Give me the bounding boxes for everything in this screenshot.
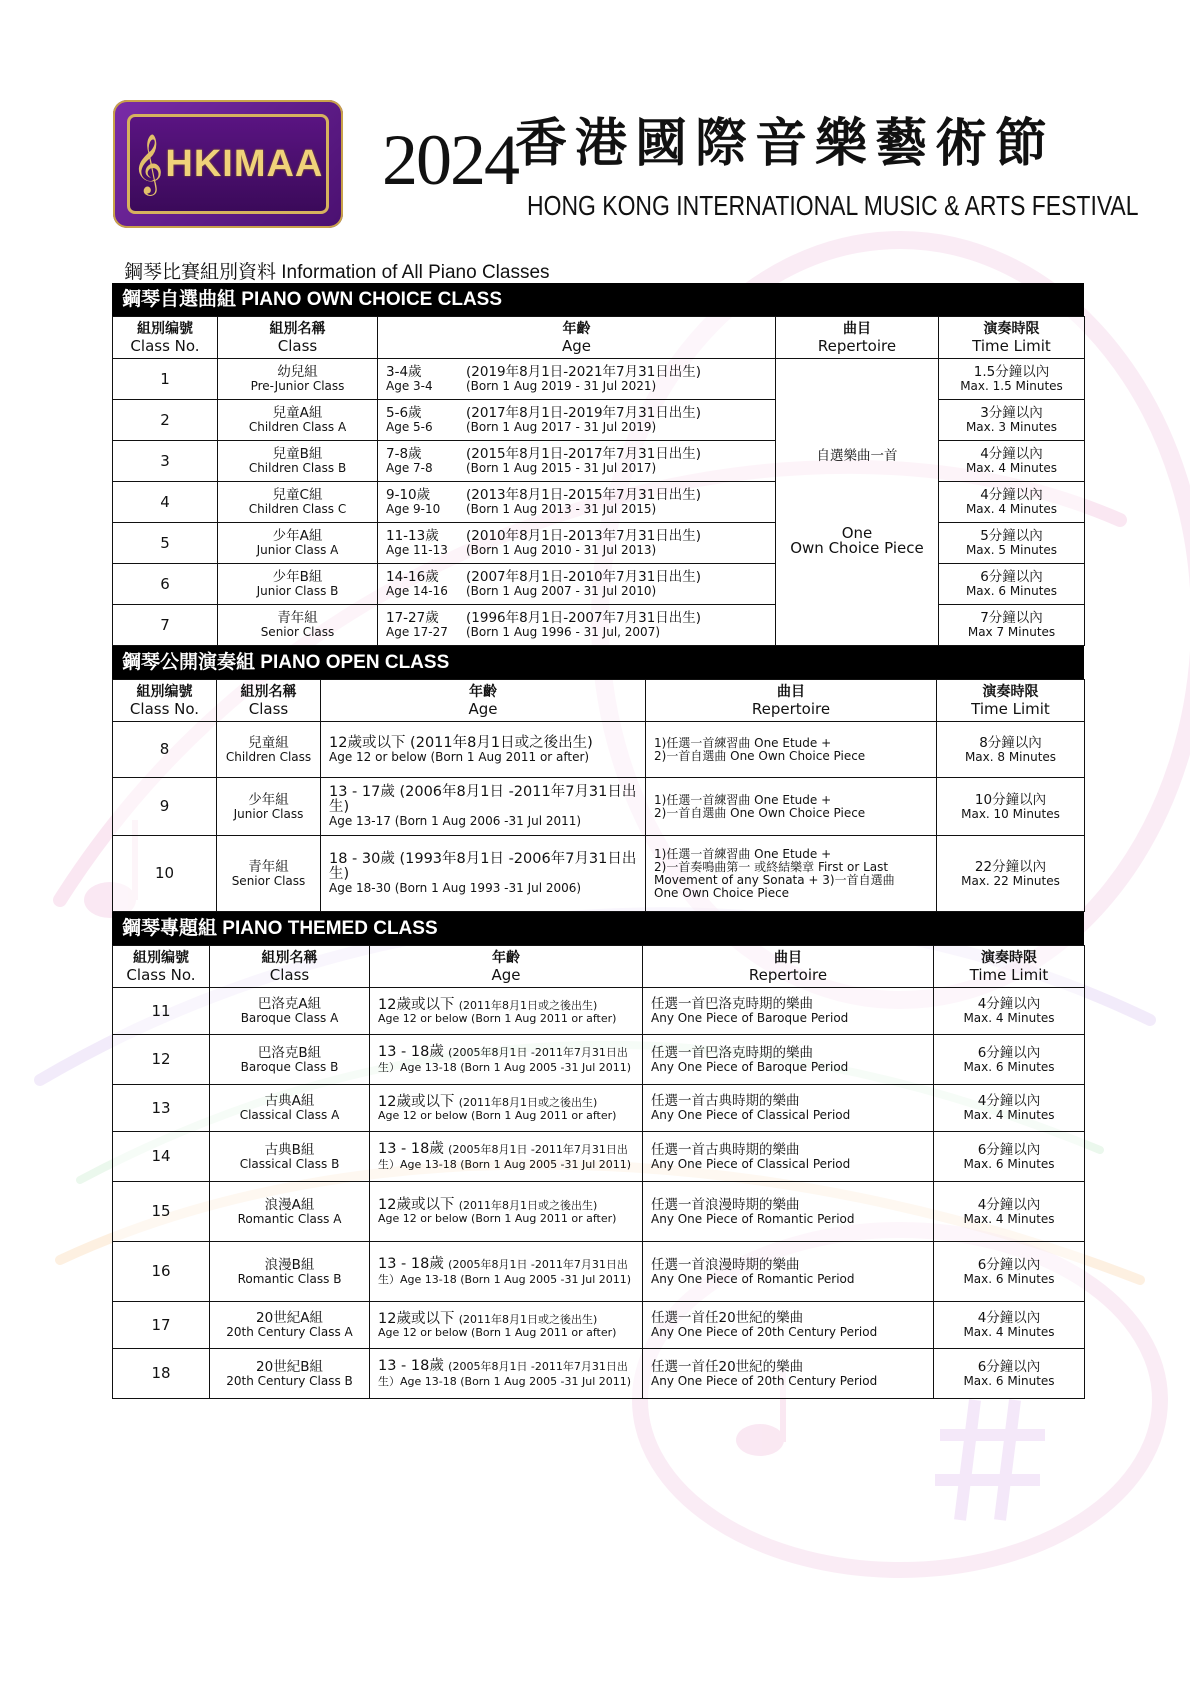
class-number: 1 [113,359,218,400]
time-limit: 4分鐘以內 Max. 4 Minutes [939,482,1085,523]
table-row [113,988,1085,1035]
class-name: 幼兒組 Pre-Junior Class [218,359,378,400]
class-name: 巴洛克B組 Baroque Class B [210,1035,370,1085]
table-row [113,1035,1085,1085]
themed-class-table [112,945,1085,1399]
table-row [113,359,1085,400]
table-row [113,1349,1085,1399]
table-row [113,722,1085,778]
header-class-no: 組別编號 Class No. [113,946,210,988]
age-cell: 13 - 17歲 (2006年8月1日 -2011年7月31日出生) Age 13-17 (Born 1 Aug 2006 -31 Jul 2011) [321,778,646,836]
class-number: 5 [113,523,218,564]
class-number: 6 [113,564,218,605]
class-number: 15 [113,1182,210,1242]
time-limit: 4分鐘以內 Max. 4 Minutes [934,1085,1085,1132]
open-class-table [112,679,1085,912]
class-name: 少年組 Junior Class [217,778,321,836]
table-row [113,482,1085,523]
time-limit: 4分鐘以內 Max. 4 Minutes [934,988,1085,1035]
class-name: 巴洛克A組 Baroque Class A [210,988,370,1035]
time-limit: 7分鐘以內 Max 7 Minutes [939,605,1085,646]
table-row [113,1132,1085,1182]
class-number: 2 [113,400,218,441]
class-tables [112,283,1084,1399]
time-limit: 6分鐘以內 Max. 6 Minutes [934,1035,1085,1085]
class-name: 青年組 Senior Class [218,605,378,646]
class-name: 兒童A組 Children Class A [218,400,378,441]
header-class: 組別名稱 Class [217,680,321,722]
festival-title-cn: 香港國際音樂藝術節 [515,113,1056,174]
own-choice-section-title: 鋼琴自選曲組 PIANO OWN CHOICE CLASS [112,283,1084,316]
own-choice-table [112,316,1085,646]
time-limit: 6分鐘以內 Max. 6 Minutes [934,1349,1085,1399]
header-age: 年齡 Age [321,680,646,722]
header-time-limit: 演奏時限 Time Limit [937,680,1085,722]
class-number: 10 [113,836,217,912]
age-cell: 13 - 18歲 (2005年8月1日 -2011年7月31日出生）Age 13-18 (Born 1 Aug 2005 -31 Jul 2011) [370,1242,643,1302]
table-row [113,605,1085,646]
header-class-no: 組別编號 Class No. [113,680,217,722]
age-cell: 7-8歲 (2015年8月1日-2017年7月31日出生) Age 7-8 (Born 1 Aug 2015 - 31 Jul 2017) [378,441,776,482]
class-name: 浪漫A組 Romantic Class A [210,1182,370,1242]
page-subtitle: 鋼琴比賽組別資料 Information of All Piano Classes [124,262,550,283]
time-limit: 4分鐘以內 Max. 4 Minutes [939,441,1085,482]
repertoire-cell: 1)任選一首練習曲 One Etude + 2)一首奏鳴曲第一 或終結樂章 First or Last Movement of any Sonata + 3)一首自選曲 One Own Choice Piece [646,836,937,912]
class-name: 兒童組 Children Class [217,722,321,778]
class-name: 兒童B組 Children Class B [218,441,378,482]
time-limit: 22分鐘以內 Max. 22 Minutes [937,836,1085,912]
time-limit: 8分鐘以內 Max. 8 Minutes [937,722,1085,778]
class-number: 4 [113,482,218,523]
class-name: 少年A組 Junior Class A [218,523,378,564]
repertoire-cell: 任選一首浪漫時期的樂曲 Any One Piece of Romantic Period [643,1182,934,1242]
repertoire-cell: 任選一首任20世紀的樂曲 Any One Piece of 20th Century Period [643,1349,934,1399]
age-cell: 3-4歲 (2019年8月1日-2021年7月31日出生) Age 3-4 (Born 1 Aug 2019 - 31 Jul 2021) [378,359,776,400]
class-number: 11 [113,988,210,1035]
table-row [113,441,1085,482]
class-name: 青年組 Senior Class [217,836,321,912]
repertoire-cell: 任選一首古典時期的樂曲 Any One Piece of Classical Period [643,1132,934,1182]
time-limit: 5分鐘以內 Max. 5 Minutes [939,523,1085,564]
time-limit: 10分鐘以內 Max. 10 Minutes [937,778,1085,836]
header-class: 組別名稱 Class [218,317,378,359]
header-time-limit: 演奏時限 Time Limit [939,317,1085,359]
table-row [113,1182,1085,1242]
age-cell: 12歲或以下 (2011年8月1日或之後出生) Age 12 or below (Born 1 Aug 2011 or after) [370,1085,643,1132]
class-number: 16 [113,1242,210,1302]
time-limit: 6分鐘以內 Max. 6 Minutes [934,1132,1085,1182]
class-name: 20世紀A組 20th Century Class A [210,1302,370,1349]
repertoire-cell: 自選樂曲一首 One Own Choice Piece [776,359,939,646]
festival-title-en: HONG KONG INTERNATIONAL MUSIC & ARTS FESTIVAL [527,190,1139,221]
age-cell: 17-27歲 (1996年8月1日-2007年7月31日出生) Age 17-27 (Born 1 Aug 1996 - 31 Jul, 2007) [378,605,776,646]
header-class: 組別名稱 Class [210,946,370,988]
header-time-limit: 演奏時限 Time Limit [934,946,1085,988]
time-limit: 3分鐘以內 Max. 3 Minutes [939,400,1085,441]
treble-clef-icon: 𝄞 [132,133,164,194]
festival-year: 2024 [382,120,518,200]
class-number: 12 [113,1035,210,1085]
age-cell: 12歲或以下 (2011年8月1日或之後出生) Age 12 or below (Born 1 Aug 2011 or after) [321,722,646,778]
open-section-title: 鋼琴公開演奏組 PIANO OPEN CLASS [112,646,1084,679]
time-limit: 6分鐘以內 Max. 6 Minutes [934,1242,1085,1302]
header-age: 年齡 Age [370,946,643,988]
age-cell: 13 - 18歲 (2005年8月1日 -2011年7月31日出生）Age 13-18 (Born 1 Aug 2005 -31 Jul 2011) [370,1035,643,1085]
age-cell: 13 - 18歲 (2005年8月1日 -2011年7月31日出生）Age 13-18 (Born 1 Aug 2005 -31 Jul 2011) [370,1349,643,1399]
themed-section-title: 鋼琴專題組 PIANO THEMED CLASS [112,912,1084,945]
age-cell: 14-16歲 (2007年8月1日-2010年7月31日出生) Age 14-16 (Born 1 Aug 2007 - 31 Jul 2010) [378,564,776,605]
table-row [113,836,1085,912]
class-number: 18 [113,1349,210,1399]
logo-text: HKIMAA [165,142,324,185]
class-number: 3 [113,441,218,482]
repertoire-cell: 1)任選一首練習曲 One Etude + 2)一首自選曲 One Own Choice Piece [646,778,937,836]
repertoire-cell: 任選一首浪漫時期的樂曲 Any One Piece of Romantic Period [643,1242,934,1302]
repertoire-cell: 任選一首古典時期的樂曲 Any One Piece of Classical Period [643,1085,934,1132]
class-name: 古典A組 Classical Class A [210,1085,370,1132]
time-limit: 1.5分鐘以內 Max. 1.5 Minutes [939,359,1085,400]
table-row [113,1302,1085,1349]
class-number: 14 [113,1132,210,1182]
table-header-row [113,680,1085,722]
age-cell: 18 - 30歲 (1993年8月1日 -2006年7月31日出生) Age 18-30 (Born 1 Aug 1993 -31 Jul 2006) [321,836,646,912]
age-cell: 12歲或以下 (2011年8月1日或之後出生) Age 12 or below (Born 1 Aug 2011 or after) [370,1182,643,1242]
repertoire-cell: 任選一首巴洛克時期的樂曲 Any One Piece of Baroque Period [643,1035,934,1085]
header-repertoire: 曲目 Repertoire [643,946,934,988]
class-number: 8 [113,722,217,778]
class-name: 少年B組 Junior Class B [218,564,378,605]
table-header-row [113,946,1085,988]
class-name: 浪漫B組 Romantic Class B [210,1242,370,1302]
age-cell: 9-10歲 (2013年8月1日-2015年7月31日出生) Age 9-10 (Born 1 Aug 2013 - 31 Jul 2015) [378,482,776,523]
class-number: 9 [113,778,217,836]
table-row [113,1242,1085,1302]
class-name: 古典B組 Classical Class B [210,1132,370,1182]
age-cell: 13 - 18歲 (2005年8月1日 -2011年7月31日出生）Age 13-18 (Born 1 Aug 2005 -31 Jul 2011) [370,1132,643,1182]
table-row [113,1085,1085,1132]
hkimaa-logo [113,100,343,228]
class-name: 20世紀B組 20th Century Class B [210,1349,370,1399]
table-row [113,523,1085,564]
header-age: 年齡 Age [378,317,776,359]
table-header-row [113,317,1085,359]
table-row [113,778,1085,836]
header-class-no: 組別编號 Class No. [113,317,218,359]
table-row [113,564,1085,605]
time-limit: 4分鐘以內 Max. 4 Minutes [934,1182,1085,1242]
age-cell: 11-13歲 (2010年8月1日-2013年7月31日出生) Age 11-13 (Born 1 Aug 2010 - 31 Jul 2013) [378,523,776,564]
repertoire-cell: 任選一首巴洛克時期的樂曲 Any One Piece of Baroque Period [643,988,934,1035]
class-number: 7 [113,605,218,646]
class-number: 17 [113,1302,210,1349]
time-limit: 4分鐘以內 Max. 4 Minutes [934,1302,1085,1349]
age-cell: 5-6歲 (2017年8月1日-2019年7月31日出生) Age 5-6 (Born 1 Aug 2017 - 31 Jul 2019) [378,400,776,441]
table-row [113,400,1085,441]
time-limit: 6分鐘以內 Max. 6 Minutes [939,564,1085,605]
header-repertoire: 曲目 Repertoire [646,680,937,722]
age-cell: 12歲或以下 (2011年8月1日或之後出生) Age 12 or below (Born 1 Aug 2011 or after) [370,988,643,1035]
class-name: 兒童C組 Children Class C [218,482,378,523]
class-number: 13 [113,1085,210,1132]
age-cell: 12歲或以下 (2011年8月1日或之後出生) Age 12 or below (Born 1 Aug 2011 or after) [370,1302,643,1349]
repertoire-cell: 1)任選一首練習曲 One Etude + 2)一首自選曲 One Own Choice Piece [646,722,937,778]
repertoire-cell: 任選一首任20世紀的樂曲 Any One Piece of 20th Century Period [643,1302,934,1349]
header-repertoire: 曲目 Repertoire [776,317,939,359]
